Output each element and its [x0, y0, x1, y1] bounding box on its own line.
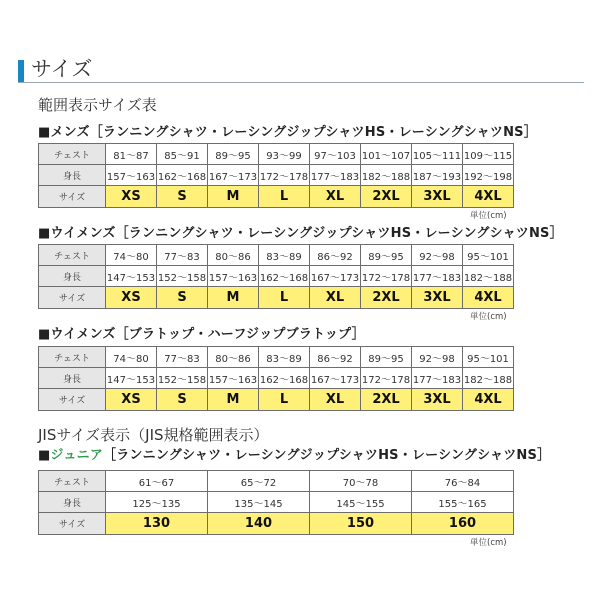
size-cell: S — [157, 287, 208, 309]
chest-cell: 101～107 — [361, 144, 412, 165]
size-cell: M — [208, 287, 259, 309]
height-cell: 157～163 — [208, 368, 259, 389]
womens-bratop-section-title: ■ウイメンズ［ブラトップ・ハーフジップブラトップ］ — [38, 327, 365, 342]
size-row — [39, 389, 514, 411]
height-cell: 177～183 — [412, 266, 463, 287]
chest-cell: 77～83 — [157, 245, 208, 266]
height-cell: 182～188 — [463, 368, 514, 389]
height-cell: 172～178 — [361, 266, 412, 287]
chest-cell: 76～84 — [412, 471, 514, 492]
size-row — [39, 513, 514, 535]
height-cell: 125～135 — [106, 492, 208, 513]
chest-row — [39, 245, 514, 266]
chest-cell: 80～86 — [208, 347, 259, 368]
junior-products: ［ランニングシャツ・レーシングジップシャツHS・レーシングシャツNS］ — [103, 448, 551, 463]
height-cell: 167～173 — [310, 266, 361, 287]
junior-label: ジュニア — [50, 448, 104, 463]
size-cell: 3XL — [412, 287, 463, 309]
chest-cell: 83～89 — [259, 245, 310, 266]
chest-cell: 86～92 — [310, 245, 361, 266]
height-row — [39, 165, 514, 186]
height-label: 身長 — [39, 165, 106, 186]
size-cell: M — [208, 186, 259, 208]
chest-row — [39, 471, 514, 492]
height-cell: 162～168 — [259, 266, 310, 287]
size-cell: 2XL — [361, 186, 412, 208]
size-row — [39, 186, 514, 208]
chest-cell: 95～101 — [463, 347, 514, 368]
chest-cell: 92～98 — [412, 245, 463, 266]
size-cell: XL — [310, 389, 361, 411]
jis-heading: JISサイズ表示（JIS規格範囲表示） — [38, 426, 269, 444]
height-label: 身長 — [39, 266, 106, 287]
size-cell: 2XL — [361, 287, 412, 309]
womens-shirts-section-title: ■ウイメンズ［ランニングシャツ・レーシングジップシャツHS・レーシングシャツNS］ — [38, 226, 563, 241]
mens-section-title: ■メンズ［ランニングシャツ・レーシングジップシャツHS・レーシングシャツNS］ — [38, 125, 537, 140]
size-label: サイズ — [39, 513, 106, 535]
size-cell: 150 — [310, 513, 412, 535]
height-cell: 152～158 — [157, 368, 208, 389]
height-label: 身長 — [39, 492, 106, 513]
size-cell: S — [157, 389, 208, 411]
size-cell: XL — [310, 186, 361, 208]
size-cell: S — [157, 186, 208, 208]
height-cell: 177～183 — [310, 165, 361, 186]
chest-cell: 97～103 — [310, 144, 361, 165]
chest-cell: 74～80 — [106, 347, 157, 368]
height-label: 身長 — [39, 368, 106, 389]
size-cell: 3XL — [412, 389, 463, 411]
height-cell: 187～193 — [412, 165, 463, 186]
size-cell: 3XL — [412, 186, 463, 208]
chest-row — [39, 144, 514, 165]
height-cell: 182～188 — [361, 165, 412, 186]
chest-cell: 109～115 — [463, 144, 514, 165]
height-cell: 162～168 — [157, 165, 208, 186]
size-cell: 2XL — [361, 389, 412, 411]
size-cell: L — [259, 287, 310, 309]
chest-cell: 61～67 — [106, 471, 208, 492]
size-cell: 4XL — [463, 287, 514, 309]
height-cell: 167～173 — [208, 165, 259, 186]
height-cell: 155～165 — [412, 492, 514, 513]
height-cell: 172～178 — [361, 368, 412, 389]
chest-label: チェスト — [39, 144, 106, 165]
size-cell: 4XL — [463, 186, 514, 208]
unit-label: 単位(cm) — [470, 312, 507, 322]
height-cell: 147～153 — [106, 368, 157, 389]
height-cell: 192～198 — [463, 165, 514, 186]
size-row — [39, 287, 514, 309]
chest-cell: 77～83 — [157, 347, 208, 368]
chest-cell: 89～95 — [361, 245, 412, 266]
height-cell: 157～163 — [208, 266, 259, 287]
height-cell: 162～168 — [259, 368, 310, 389]
chest-cell: 95～101 — [463, 245, 514, 266]
chest-cell: 85～91 — [157, 144, 208, 165]
range-heading: 範囲表示サイズ表 — [38, 96, 157, 114]
height-cell: 167～173 — [310, 368, 361, 389]
size-label: サイズ — [39, 186, 106, 208]
size-cell: XS — [106, 287, 157, 309]
size-label: サイズ — [39, 389, 106, 411]
size-cell: 160 — [412, 513, 514, 535]
chest-cell: 70～78 — [310, 471, 412, 492]
mens-size-table — [38, 143, 514, 208]
junior-section-title — [38, 448, 550, 464]
chest-cell: 80～86 — [208, 245, 259, 266]
chest-cell: 89～95 — [208, 144, 259, 165]
chest-cell: 74～80 — [106, 245, 157, 266]
size-label: サイズ — [39, 287, 106, 309]
chest-cell: 83～89 — [259, 347, 310, 368]
accent-bar — [18, 60, 24, 82]
junior-size-table — [38, 470, 514, 535]
chest-label: チェスト — [39, 471, 106, 492]
height-cell: 145～155 — [310, 492, 412, 513]
height-cell: 152～158 — [157, 266, 208, 287]
page-title: サイズ — [31, 57, 93, 81]
size-cell: XS — [106, 389, 157, 411]
height-row — [39, 368, 514, 389]
chest-cell: 65～72 — [208, 471, 310, 492]
size-cell: 140 — [208, 513, 310, 535]
unit-label: 単位(cm) — [470, 211, 507, 221]
chest-cell: 93～99 — [259, 144, 310, 165]
height-cell: 135～145 — [208, 492, 310, 513]
size-cell: 4XL — [463, 389, 514, 411]
chest-cell: 89～95 — [361, 347, 412, 368]
size-cell: 130 — [106, 513, 208, 535]
height-row — [39, 266, 514, 287]
height-cell: 157～163 — [106, 165, 157, 186]
unit-label: 単位(cm) — [470, 538, 507, 548]
size-cell: L — [259, 389, 310, 411]
chest-cell: 92～98 — [412, 347, 463, 368]
height-cell: 147～153 — [106, 266, 157, 287]
size-cell: L — [259, 186, 310, 208]
size-cell: M — [208, 389, 259, 411]
size-cell: XL — [310, 287, 361, 309]
chest-label: チェスト — [39, 245, 106, 266]
height-cell: 177～183 — [412, 368, 463, 389]
section-bullet: ■ — [38, 448, 51, 463]
chest-row — [39, 347, 514, 368]
page-header — [18, 57, 584, 83]
womens-shirts-size-table — [38, 244, 514, 309]
size-cell: XS — [106, 186, 157, 208]
height-row — [39, 492, 514, 513]
chest-cell: 105～111 — [412, 144, 463, 165]
chest-cell: 81～87 — [106, 144, 157, 165]
height-cell: 182～188 — [463, 266, 514, 287]
chest-cell: 86～92 — [310, 347, 361, 368]
womens-bratop-size-table — [38, 346, 514, 411]
height-cell: 172～178 — [259, 165, 310, 186]
chest-label: チェスト — [39, 347, 106, 368]
